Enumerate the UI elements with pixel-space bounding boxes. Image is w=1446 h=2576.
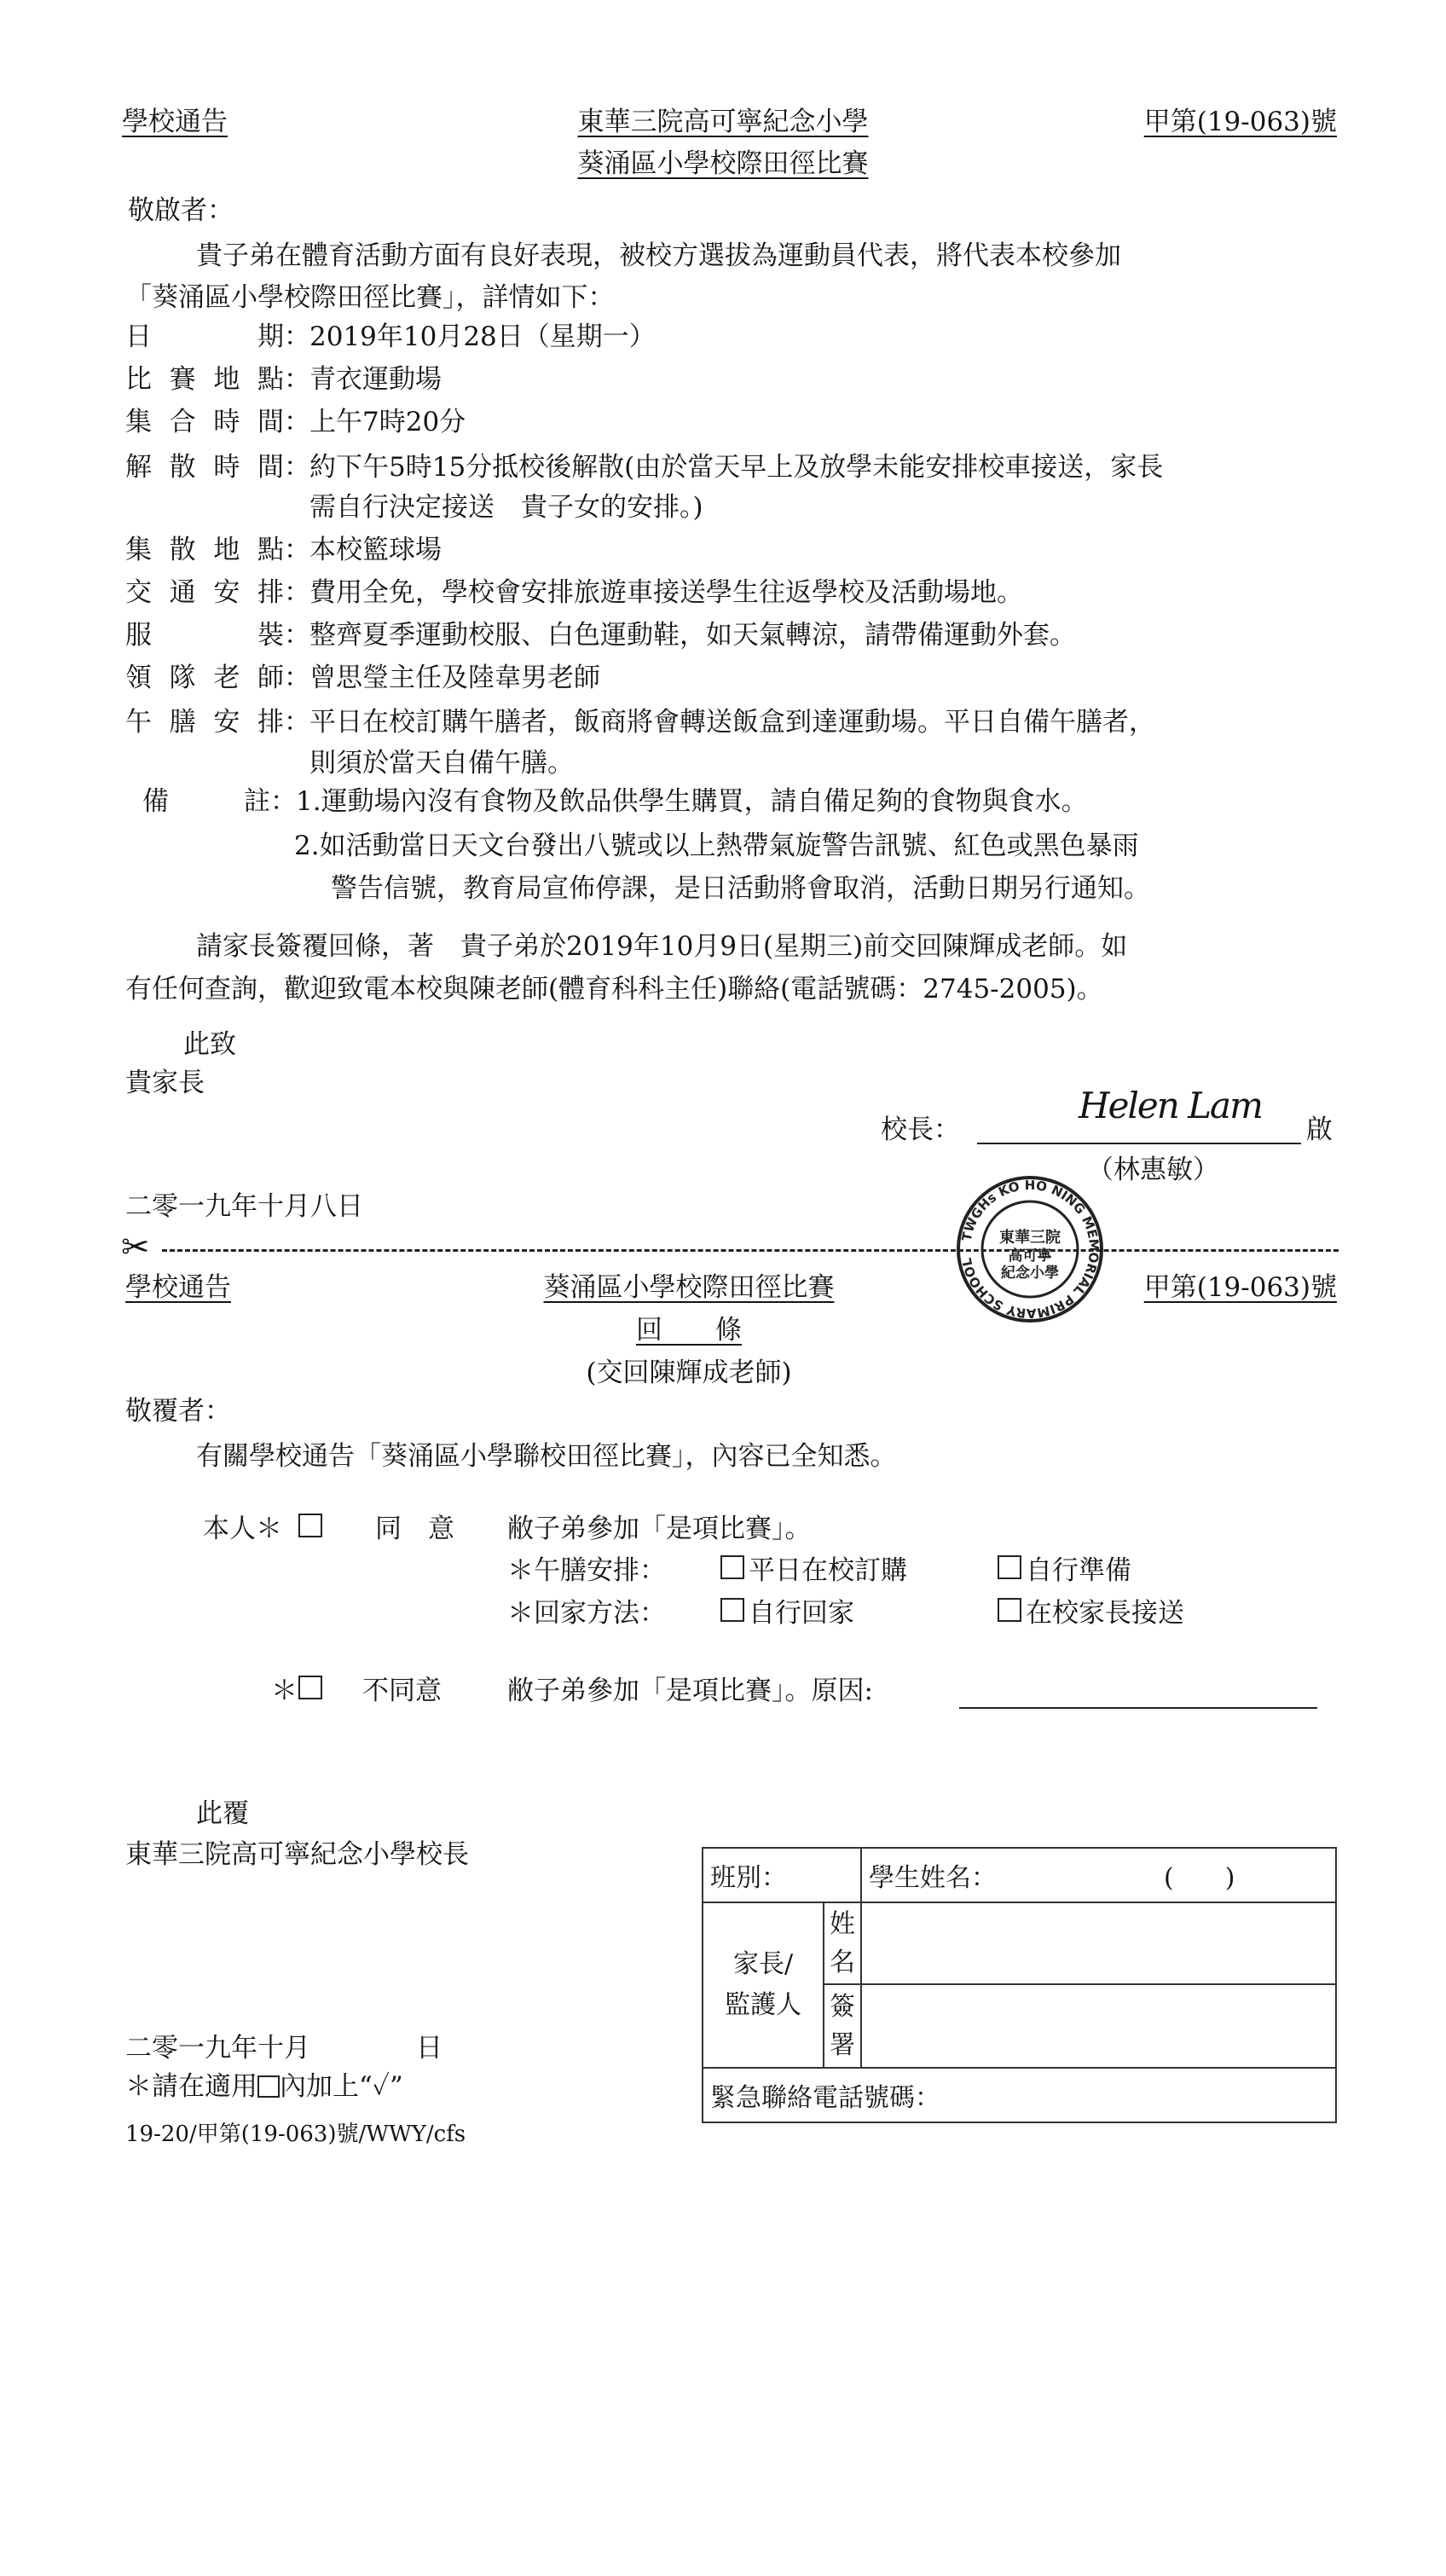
respect-word: 啟	[1306, 1114, 1333, 1145]
parent-guardian-label	[703, 1902, 824, 2068]
lunch-option-self-checkbox[interactable]	[998, 1555, 1021, 1579]
event-title: 葵涌區小學校際田徑比賽	[577, 148, 869, 179]
detail-label: 解散時間	[125, 452, 284, 483]
return-to: (交回陳輝成老師)	[586, 1357, 792, 1388]
reply-recipient: 東華三院高可寧紀念小學校長	[125, 1839, 469, 1870]
svg-text:東華三院: 東華三院	[999, 1229, 1061, 1247]
detail-value: 整齊夏季運動校服、白色運動鞋，如天氣轉涼，請帶備運動外套。	[309, 620, 1076, 651]
detail-value: 費用全免，學校會安排旅遊車接送學生往返學校及活動場地。	[309, 577, 1023, 608]
home-option-parent-checkbox[interactable]	[998, 1598, 1021, 1622]
instruction-prefix: ＊請在適用	[125, 2071, 257, 2102]
detail-dismissal-time-cont: 需自行決定接送 貴子女的安排。)	[309, 492, 703, 523]
signature-line	[977, 1143, 1301, 1144]
class-number-parentheses: ( )	[1164, 1863, 1235, 1893]
reply-salutation: 敬覆者：	[125, 1396, 231, 1427]
detail-label: 集散地點	[125, 535, 284, 565]
detail-label: 午膳安排	[125, 707, 284, 738]
agree-checkbox[interactable]	[298, 1514, 322, 1537]
svg-text:紀念小學: 紀念小學	[1001, 1265, 1059, 1282]
detail-assembly-time: 集合時間：上午7時20分	[125, 407, 466, 437]
home-option-parent: 在校家長接送	[1026, 1598, 1184, 1629]
reply-notice-type: 學校通告	[125, 1272, 231, 1303]
guardian-label: 監護人	[725, 1990, 802, 2020]
detail-value: 本校籃球場	[309, 535, 442, 565]
detail-value: 平日在校訂購午膳者，飯商將會轉送飯盒到達運動場。平日自備午膳者，	[309, 707, 1155, 738]
lunch-option-self: 自行準備	[1026, 1555, 1131, 1586]
detail-remarks-2-cont: 警告信號，教育局宣佈停課，是日活動將會取消，活動日期另行通知。	[331, 873, 1150, 904]
parent-name-field[interactable]	[861, 1902, 1336, 1984]
detail-label: 集合時間	[125, 407, 284, 437]
lunch-option-school: 平日在校訂購	[749, 1555, 907, 1586]
detail-value: 曾思瑩主任及陸韋男老師	[309, 663, 600, 693]
intro-line-2: 「葵涌區小學校際田徑比賽」，詳情如下：	[125, 282, 615, 313]
reply-reference-number: 甲第(19-063)號	[1143, 1272, 1337, 1303]
cut-line	[162, 1249, 1339, 1252]
student-name-label: 學生姓名：	[869, 1863, 997, 1893]
parent-signature-field[interactable]	[861, 1984, 1336, 2068]
sign-char: 署	[830, 2030, 856, 2060]
reply-event-title: 葵涌區小學校際田徑比賽	[543, 1272, 835, 1303]
acknowledgement-line: 有關學校通告「葵涌區小學聯校田徑比賽」，內容已全知悉。	[196, 1441, 897, 1472]
detail-lunch-cont: 則須於當天自備午膳。	[309, 748, 574, 779]
detail-teachers: 領隊老師：曾思瑩主任及陸韋男老師	[125, 663, 600, 693]
principal-signature: Helen Lam	[1079, 1085, 1262, 1126]
lunch-label: ＊午膳安排：	[507, 1555, 666, 1586]
instruction-line	[125, 2071, 403, 2102]
sign-char: 簽	[830, 1992, 856, 2022]
reference-number: 甲第(19-063)號	[1143, 107, 1337, 137]
detail-lunch: 午膳安排：平日在校訂購午膳者，飯商將會轉送飯盒到達運動場。平日自備午膳者，	[125, 707, 1155, 738]
svg-text:TWGHs KO HO NING MEMORIAL PRIM: TWGHs KO HO NING MEMORIAL PRIMARY SCHOOL	[958, 1177, 1102, 1322]
name-char: 姓	[830, 1909, 856, 1939]
emergency-phone-label: 緊急聯絡電話號碼：	[710, 2083, 940, 2113]
disagree-label: 不同意	[362, 1676, 442, 1706]
class-field[interactable]	[703, 1848, 861, 1902]
detail-label: 日期	[125, 321, 284, 352]
instruction-checkbox-sample	[257, 2075, 280, 2098]
detail-venue: 比賽地點：青衣運動場	[125, 364, 442, 395]
detail-value: 1.運動場內沒有食物及飲品供學生購買，請自備足夠的食物與食水。	[296, 786, 1088, 817]
home-label: ＊回家方法：	[507, 1598, 666, 1629]
detail-label: 服裝	[125, 620, 284, 651]
detail-date: 日期：2019年10月28日（星期一）	[125, 321, 656, 352]
reply-info-table	[702, 1847, 1337, 2123]
name-label	[824, 1902, 861, 1984]
detail-label: 比賽地點	[125, 364, 284, 395]
parent-label: 家長/	[733, 1949, 794, 1979]
lunch-option-school-checkbox[interactable]	[720, 1555, 744, 1579]
reply-date-line: 二零一九年十月 日	[125, 2033, 442, 2064]
detail-label: 交通安排	[125, 577, 284, 608]
closing: 此致	[183, 1029, 236, 1060]
emergency-phone-field[interactable]	[703, 2068, 1336, 2122]
signature-label	[824, 1984, 861, 2068]
detail-remarks: 備註：1.運動場內沒有食物及飲品供學生購買，請自備足夠的食物與食水。	[142, 786, 1088, 817]
school-name: 東華三院高可寧紀念小學	[577, 107, 869, 137]
disagree-star: ＊	[271, 1676, 298, 1706]
notice-type: 學校通告	[122, 107, 228, 137]
reason-field[interactable]	[959, 1707, 1317, 1709]
home-option-self: 自行回家	[749, 1598, 854, 1629]
detail-label: 備註	[142, 786, 270, 817]
name-char: 名	[830, 1948, 856, 1977]
reply-request-line-1: 請家長簽覆回條，著 貴子弟於2019年10月9日(星期三)前交回陳輝成老師。如	[196, 931, 1128, 962]
student-name-field[interactable]	[861, 1848, 1336, 1902]
principal-name: （林惠敏）	[1087, 1155, 1219, 1185]
detail-value: 2019年10月28日（星期一）	[309, 321, 656, 352]
detail-transport: 交通安排：費用全免，學校會安排旅遊車接送學生往返學校及活動場地。	[125, 577, 1023, 608]
salutation: 敬啟者：	[128, 195, 234, 226]
agree-text: 敝子弟參加「是項比賽」。	[507, 1514, 812, 1544]
file-reference: 19-20/甲第(19-063)號/WWY/cfs	[125, 2122, 466, 2147]
detail-uniform: 服裝：整齊夏季運動校服、白色運動鞋，如天氣轉涼，請帶備運動外套。	[125, 620, 1076, 651]
svg-text:高可寧: 高可寧	[1008, 1247, 1052, 1265]
addressee: 貴家長	[125, 1068, 205, 1098]
issue-date: 二零一九年十月八日	[125, 1191, 363, 1222]
detail-label: 領隊老師	[125, 663, 284, 693]
home-option-self-checkbox[interactable]	[720, 1598, 744, 1622]
reply-slip-title: 回 條	[636, 1315, 742, 1346]
detail-value: 青衣運動場	[309, 364, 442, 395]
detail-dismissal-time: 解散時間：約下午5時15分抵校後解散(由於當天早上及放學未能安排校車接送，家長	[125, 452, 1164, 483]
class-label: 班別：	[710, 1863, 787, 1893]
disagree-text: 敝子弟參加「是項比賽」。原因:	[507, 1676, 873, 1706]
reply-closing: 此覆	[196, 1798, 249, 1829]
detail-meeting-point: 集散地點：本校籃球場	[125, 535, 442, 565]
agree-label: 同 意	[375, 1514, 454, 1544]
self-label: 本人＊	[203, 1514, 282, 1544]
detail-value: 約下午5時15分抵校後解散(由於當天早上及放學未能安排校車接送，家長	[309, 452, 1164, 483]
principal-label: 校長：	[881, 1114, 960, 1145]
scissors-icon: ✂	[121, 1228, 150, 1267]
disagree-checkbox[interactable]	[298, 1676, 322, 1699]
instruction-suffix: 內加上“✓”	[280, 2071, 403, 2102]
intro-line-1: 貴子弟在體育活動方面有良好表現，被校方選拔為運動員代表，將代表本校參加	[196, 240, 1121, 271]
detail-value: 上午7時20分	[309, 407, 466, 437]
detail-remarks-2: 2.如活動當日天文台發出八號或以上熱帶氣旋警告訊號、紅色或黑色暴雨	[294, 831, 1139, 861]
reply-request-line-2: 有任何查詢，歡迎致電本校與陳老師(體育科科主任)聯絡(電話號碼：2745-2005)。	[125, 974, 1103, 1004]
